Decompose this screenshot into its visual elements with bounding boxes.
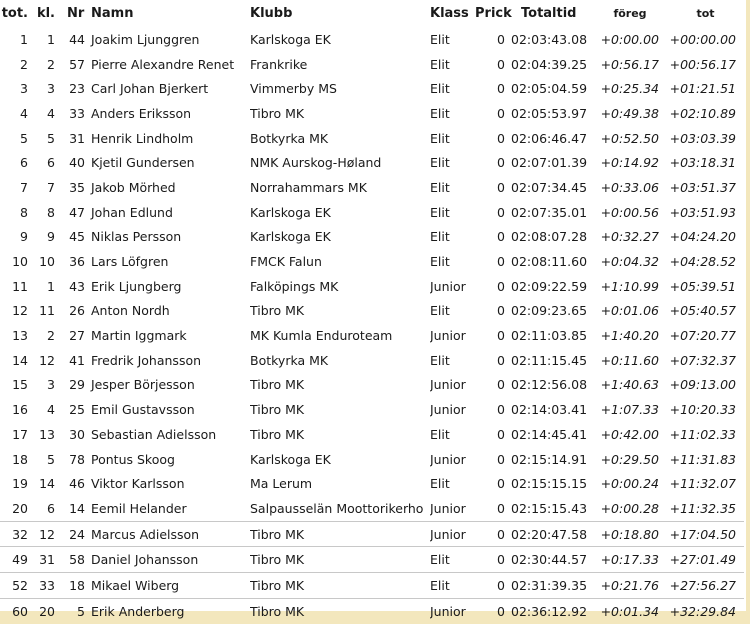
row-time: 02:30:44.57 xyxy=(507,547,593,573)
row-tot: 11 xyxy=(12,278,28,294)
row-prev: +0:29.50 xyxy=(600,451,659,467)
row-nr: 47 xyxy=(69,204,85,220)
row-tot: 19 xyxy=(12,476,28,492)
row-prev: +0:17.33 xyxy=(593,547,667,573)
header-row xyxy=(0,0,744,27)
row-club: Salpausselän Moottorikerho xyxy=(250,500,424,516)
row-name: Pontus Skoog xyxy=(91,451,175,467)
row-club: Tibro MK xyxy=(250,521,430,547)
row-kl: 3 xyxy=(47,81,55,97)
row-club: Ma Lerum xyxy=(250,476,313,492)
row-nr: 46 xyxy=(69,476,85,492)
row-time: 02:11:15.45 xyxy=(511,352,588,368)
row-prev: +0:14.92 xyxy=(600,155,659,171)
table-row xyxy=(0,573,744,599)
row-kl: 8 xyxy=(47,204,55,220)
row-club: Frankrike xyxy=(250,56,308,72)
row-prev: +0:49.38 xyxy=(600,105,659,121)
row-totdiff: +00:00.00 xyxy=(669,31,736,47)
row-tot: 5 xyxy=(20,130,28,146)
row-nr: 31 xyxy=(69,130,85,146)
row-club: MK Kumla Enduroteam xyxy=(250,328,393,344)
row-time: 02:15:14.91 xyxy=(511,451,588,467)
row-name: Sebastian Adielsson xyxy=(91,426,217,442)
row-kl: 6 xyxy=(47,155,55,171)
header-totdiff: tot xyxy=(696,7,715,20)
row-club: Tibro MK xyxy=(250,402,305,418)
row-name: Jakob Mörhed xyxy=(91,179,176,195)
row-prev: +0:52.50 xyxy=(600,130,659,146)
row-prick: 0 xyxy=(497,278,505,294)
row-prev: +0:42.00 xyxy=(600,426,659,442)
row-name: Viktor Karlsson xyxy=(91,476,185,492)
row-time: 02:31:39.35 xyxy=(507,573,593,599)
row-nr: 26 xyxy=(69,303,85,319)
row-class: Junior xyxy=(430,328,466,344)
row-name: Anton Nordh xyxy=(91,303,170,319)
row-nr: 18 xyxy=(61,573,89,599)
row-tot: 7 xyxy=(20,179,28,195)
row-kl: 9 xyxy=(47,229,55,245)
row-nr: 44 xyxy=(69,31,85,47)
row-class: Elit xyxy=(430,105,450,121)
row-class: Junior xyxy=(430,278,466,294)
row-class: Elit xyxy=(430,56,450,72)
row-prev: +0:00.56 xyxy=(600,204,659,220)
table-row xyxy=(0,150,744,175)
row-nr: 41 xyxy=(69,352,85,368)
row-tot: 8 xyxy=(20,204,28,220)
row-prick: 0 xyxy=(475,521,507,547)
row-prick: 0 xyxy=(497,130,505,146)
row-totdiff: +03:18.31 xyxy=(669,155,736,171)
row-club: Botkyrka MK xyxy=(250,352,329,368)
row-time: 02:09:22.59 xyxy=(511,278,588,294)
table-row xyxy=(0,471,744,496)
row-class: Elit xyxy=(430,179,450,195)
row-club: Tibro MK xyxy=(250,573,430,599)
row-class: Junior xyxy=(430,521,475,547)
row-class: Elit xyxy=(430,81,450,97)
row-time: 02:14:03.41 xyxy=(511,402,588,418)
table-row xyxy=(0,126,744,151)
row-time: 02:15:15.43 xyxy=(511,500,588,516)
table-row xyxy=(0,598,744,623)
row-club: Tibro MK xyxy=(250,598,430,623)
row-time: 02:04:39.25 xyxy=(511,56,588,72)
row-tot: 14 xyxy=(12,352,28,368)
table-row xyxy=(0,422,744,447)
table-row xyxy=(0,101,744,126)
row-name: Henrik Lindholm xyxy=(91,130,194,146)
row-class: Junior xyxy=(430,377,466,393)
row-kl: 5 xyxy=(47,451,55,467)
row-club: Vimmerby MS xyxy=(250,81,337,97)
table-row xyxy=(0,447,744,472)
row-prev: +1:40.20 xyxy=(600,328,659,344)
row-club: NMK Aurskog-Høland xyxy=(250,155,382,171)
row-name: Mikael Wiberg xyxy=(89,573,250,599)
row-class: Elit xyxy=(430,31,450,47)
row-tot: 2 xyxy=(20,56,28,72)
row-kl: 2 xyxy=(47,328,55,344)
row-class: Elit xyxy=(430,573,475,599)
row-nr: 25 xyxy=(69,402,85,418)
row-kl: 1 xyxy=(47,31,55,47)
row-name: Joakim Ljunggren xyxy=(91,31,200,47)
row-club: Botkyrka MK xyxy=(250,130,329,146)
row-kl: 12 xyxy=(39,352,55,368)
row-tot: 9 xyxy=(20,229,28,245)
row-kl: 6 xyxy=(47,500,55,516)
row-time: 02:15:15.15 xyxy=(511,476,588,492)
row-totdiff: +27:01.49 xyxy=(667,547,744,573)
row-prick: 0 xyxy=(497,229,505,245)
row-totdiff: +03:51.93 xyxy=(669,204,736,220)
row-nr: 35 xyxy=(69,179,85,195)
row-time: 02:08:11.60 xyxy=(511,254,588,270)
header-class: Klass xyxy=(430,6,469,21)
row-class: Junior xyxy=(430,598,475,623)
row-nr: 40 xyxy=(69,155,85,171)
row-time: 02:08:07.28 xyxy=(511,229,588,245)
row-nr: 14 xyxy=(69,500,85,516)
row-name: Eemil Helander xyxy=(91,500,187,516)
table-row xyxy=(0,52,744,77)
row-tot: 52 xyxy=(0,573,34,599)
row-kl: 5 xyxy=(47,130,55,146)
table-row xyxy=(0,200,744,225)
row-prick: 0 xyxy=(497,81,505,97)
results-body xyxy=(0,27,744,624)
row-class: Junior xyxy=(430,451,466,467)
row-class: Elit xyxy=(430,155,450,171)
row-prev: +0:18.80 xyxy=(593,521,667,547)
row-club: Tibro MK xyxy=(250,303,305,319)
row-class: Elit xyxy=(430,130,450,146)
table-row xyxy=(0,76,744,101)
row-club: Tibro MK xyxy=(250,426,305,442)
row-prev: +0:00.24 xyxy=(600,476,659,492)
row-tot: 18 xyxy=(12,451,28,467)
row-totdiff: +11:32.07 xyxy=(669,476,736,492)
row-prick: 0 xyxy=(497,352,505,368)
table-row xyxy=(0,373,744,398)
row-nr: 45 xyxy=(69,229,85,245)
row-prev: +0:01.06 xyxy=(600,303,659,319)
row-club: Tibro MK xyxy=(250,377,305,393)
row-club: Karlskoga EK xyxy=(250,204,331,220)
table-row xyxy=(0,175,744,200)
row-totdiff: +02:10.89 xyxy=(669,105,736,121)
row-name: Jesper Börjesson xyxy=(91,377,195,393)
row-totdiff: +10:20.33 xyxy=(669,402,736,418)
row-time: 02:07:34.45 xyxy=(511,179,588,195)
row-prick: 0 xyxy=(497,402,505,418)
row-kl: 1 xyxy=(47,278,55,294)
row-tot: 4 xyxy=(20,105,28,121)
row-club: Falköpings MK xyxy=(250,278,339,294)
row-name: Carl Johan Bjerkert xyxy=(91,81,209,97)
table-row xyxy=(0,323,744,348)
row-nr: 29 xyxy=(69,377,85,393)
row-kl: 31 xyxy=(34,547,61,573)
row-totdiff: +27:56.27 xyxy=(667,573,744,599)
row-totdiff: +09:13.00 xyxy=(669,377,736,393)
row-kl: 11 xyxy=(39,303,55,319)
row-totdiff: +32:29.84 xyxy=(667,598,744,623)
row-class: Elit xyxy=(430,352,450,368)
row-totdiff: +03:03.39 xyxy=(669,130,736,146)
row-prev: +0:01.34 xyxy=(593,598,667,623)
row-name: Erik Ljungberg xyxy=(91,278,182,294)
row-totdiff: +04:28.52 xyxy=(669,254,736,270)
row-class: Junior xyxy=(430,500,466,516)
row-class: Elit xyxy=(430,426,450,442)
row-tot: 6 xyxy=(20,155,28,171)
row-prick: 0 xyxy=(497,56,505,72)
row-club: Tibro MK xyxy=(250,105,305,121)
row-prick: 0 xyxy=(497,500,505,516)
table-row xyxy=(0,397,744,422)
row-prev: +0:25.34 xyxy=(600,81,659,97)
row-prick: 0 xyxy=(497,426,505,442)
row-prick: 0 xyxy=(497,204,505,220)
row-tot: 3 xyxy=(20,81,28,97)
row-prick: 0 xyxy=(497,377,505,393)
row-class: Elit xyxy=(430,476,450,492)
row-prick: 0 xyxy=(497,303,505,319)
row-totdiff: +01:21.51 xyxy=(669,81,736,97)
row-club: FMCK Falun xyxy=(250,254,322,270)
header-prev: föreg xyxy=(613,7,647,20)
row-tot: 16 xyxy=(12,402,28,418)
row-kl: 2 xyxy=(47,56,55,72)
header-name: Namn xyxy=(91,6,134,21)
row-name: Daniel Johansson xyxy=(89,547,250,573)
row-kl: 13 xyxy=(39,426,55,442)
row-totdiff: +00:56.17 xyxy=(669,56,736,72)
table-row xyxy=(0,299,744,324)
row-totdiff: +04:24.20 xyxy=(669,229,736,245)
row-name: Fredrik Johansson xyxy=(91,352,202,368)
row-kl: 4 xyxy=(47,105,55,121)
row-tot: 12 xyxy=(12,303,28,319)
row-kl: 12 xyxy=(34,521,61,547)
row-nr: 5 xyxy=(61,598,89,623)
row-time: 02:05:53.97 xyxy=(511,105,588,121)
row-time: 02:12:56.08 xyxy=(511,377,588,393)
row-name: Johan Edlund xyxy=(91,204,173,220)
row-club: Norrahammars MK xyxy=(250,179,367,195)
row-nr: 58 xyxy=(61,547,89,573)
row-prick: 0 xyxy=(475,598,507,623)
row-name: Lars Löfgren xyxy=(91,254,169,270)
row-totdiff: +05:40.57 xyxy=(669,303,736,319)
row-class: Junior xyxy=(430,402,466,418)
row-club: Tibro MK xyxy=(250,547,430,573)
row-time: 02:03:43.08 xyxy=(511,31,588,47)
row-tot: 49 xyxy=(0,547,34,573)
row-class: Elit xyxy=(430,204,450,220)
row-prev: +0:00.00 xyxy=(600,31,659,47)
row-totdiff: +11:32.35 xyxy=(669,500,736,516)
row-prick: 0 xyxy=(497,105,505,121)
table-row xyxy=(0,547,744,573)
row-kl: 4 xyxy=(47,402,55,418)
row-time: 02:20:47.58 xyxy=(507,521,593,547)
row-prick: 0 xyxy=(497,254,505,270)
row-kl: 3 xyxy=(47,377,55,393)
header-kl: kl. xyxy=(36,6,55,21)
row-name: Anders Eriksson xyxy=(91,105,192,121)
row-tot: 10 xyxy=(12,254,28,270)
row-totdiff: +11:31.83 xyxy=(669,451,736,467)
row-prick: 0 xyxy=(497,179,505,195)
row-prev: +0:11.60 xyxy=(600,352,659,368)
row-time: 02:05:04.59 xyxy=(511,81,588,97)
row-nr: 43 xyxy=(69,278,85,294)
row-name: Erik Anderberg xyxy=(89,598,250,623)
table-row xyxy=(0,225,744,250)
row-prick: 0 xyxy=(497,328,505,344)
row-totdiff: +03:51.37 xyxy=(669,179,736,195)
row-totdiff: +07:20.77 xyxy=(669,328,736,344)
row-prick: 0 xyxy=(497,31,505,47)
header-total: Totaltid xyxy=(521,6,577,21)
row-tot: 60 xyxy=(0,598,34,623)
row-prev: +0:56.17 xyxy=(600,56,659,72)
row-club: Karlskoga EK xyxy=(250,451,331,467)
table-row xyxy=(0,274,744,299)
row-prick: 0 xyxy=(497,476,505,492)
row-prev: +0:32.27 xyxy=(600,229,659,245)
table-row xyxy=(0,348,744,373)
row-class: Elit xyxy=(430,254,450,270)
row-totdiff: +07:32.37 xyxy=(669,352,736,368)
row-prev: +0:04.32 xyxy=(600,254,659,270)
row-class: Elit xyxy=(430,547,475,573)
row-prick: 0 xyxy=(475,573,507,599)
row-totdiff: +17:04.50 xyxy=(667,521,744,547)
row-prev: +0:00.28 xyxy=(600,500,659,516)
row-name: Niklas Persson xyxy=(91,229,182,245)
row-club: Karlskoga EK xyxy=(250,31,331,47)
row-nr: 36 xyxy=(69,254,85,270)
row-prev: +1:10.99 xyxy=(600,278,659,294)
row-kl: 10 xyxy=(39,254,55,270)
row-kl: 7 xyxy=(47,179,55,195)
row-time: 02:11:03.85 xyxy=(511,328,588,344)
row-tot: 32 xyxy=(0,521,34,547)
row-name: Kjetil Gundersen xyxy=(91,155,195,171)
row-time: 02:07:01.39 xyxy=(511,155,588,171)
row-nr: 23 xyxy=(69,81,85,97)
row-time: 02:09:23.65 xyxy=(511,303,588,319)
row-prick: 0 xyxy=(475,547,507,573)
row-name: Pierre Alexandre Renet xyxy=(91,56,235,72)
row-tot: 20 xyxy=(12,500,28,516)
row-kl: 14 xyxy=(39,476,55,492)
row-name: Martin Iggmark xyxy=(91,328,187,344)
row-tot: 13 xyxy=(12,328,28,344)
header-tot: tot. xyxy=(1,6,28,21)
row-name: Emil Gustavsson xyxy=(91,402,195,418)
row-prev: +1:07.33 xyxy=(600,402,659,418)
header-prick: Prick xyxy=(475,6,512,21)
row-club: Karlskoga EK xyxy=(250,229,331,245)
row-name: Marcus Adielsson xyxy=(89,521,250,547)
row-nr: 27 xyxy=(69,328,85,344)
row-kl: 20 xyxy=(34,598,61,623)
row-nr: 78 xyxy=(69,451,85,467)
row-time: 02:14:45.41 xyxy=(511,426,588,442)
table-row xyxy=(0,27,744,52)
row-class: Elit xyxy=(430,229,450,245)
table-row xyxy=(0,521,744,547)
row-kl: 33 xyxy=(34,573,61,599)
row-nr: 33 xyxy=(69,105,85,121)
row-prev: +0:33.06 xyxy=(600,179,659,195)
row-nr: 24 xyxy=(61,521,89,547)
table-row xyxy=(0,249,744,274)
row-tot: 1 xyxy=(20,31,28,47)
row-tot: 17 xyxy=(12,426,28,442)
row-tot: 15 xyxy=(12,377,28,393)
header-nr: Nr xyxy=(67,6,85,21)
table-row xyxy=(0,496,744,521)
row-time: 02:07:35.01 xyxy=(511,204,588,220)
row-time: 02:36:12.92 xyxy=(507,598,593,623)
row-nr: 57 xyxy=(69,56,85,72)
row-prick: 0 xyxy=(497,155,505,171)
row-totdiff: +05:39.51 xyxy=(669,278,736,294)
row-prev: +1:40.63 xyxy=(600,377,659,393)
row-nr: 30 xyxy=(69,426,85,442)
row-prick: 0 xyxy=(497,451,505,467)
row-class: Elit xyxy=(430,303,450,319)
row-time: 02:06:46.47 xyxy=(511,130,588,146)
row-totdiff: +11:02.33 xyxy=(669,426,736,442)
row-prev: +0:21.76 xyxy=(593,573,667,599)
header-club: Klubb xyxy=(250,6,293,21)
